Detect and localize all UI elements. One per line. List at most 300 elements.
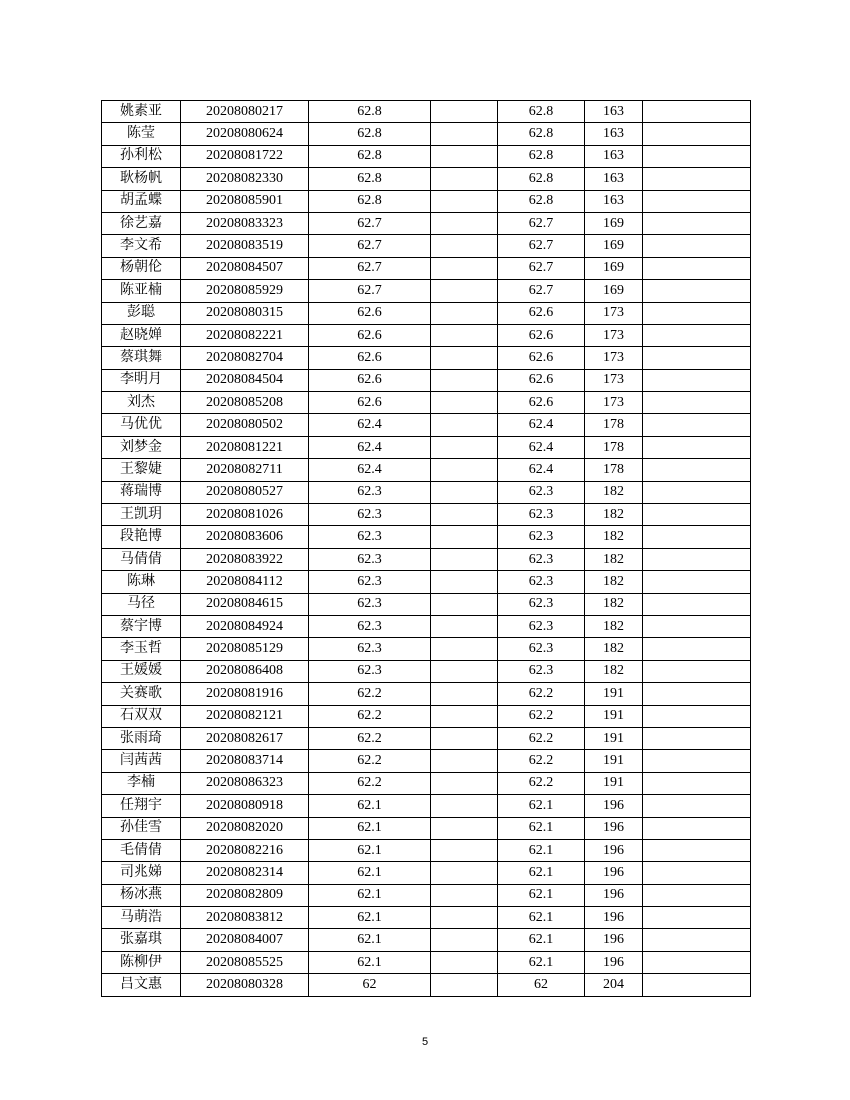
written-score-cell: 62.8 — [309, 168, 431, 190]
total-score-cell: 62.7 — [498, 280, 585, 302]
table-row — [102, 772, 751, 794]
name-cell: 蔡琪舞 — [102, 347, 181, 369]
written-score-cell: 62.8 — [309, 145, 431, 167]
extra-score-cell — [431, 638, 498, 660]
name-cell: 赵晓婵 — [102, 324, 181, 346]
rank-cell: 191 — [585, 727, 643, 749]
rank-cell: 196 — [585, 795, 643, 817]
total-score-cell: 62.6 — [498, 302, 585, 324]
name-cell: 段艳博 — [102, 526, 181, 548]
candidate-id-cell: 20208086408 — [181, 660, 309, 682]
table-row — [102, 145, 751, 167]
name-cell: 彭聪 — [102, 302, 181, 324]
written-score-cell: 62.3 — [309, 504, 431, 526]
extra-score-cell — [431, 436, 498, 458]
rank-cell: 163 — [585, 101, 643, 123]
total-score-cell: 62.8 — [498, 190, 585, 212]
candidate-id-cell: 20208082314 — [181, 862, 309, 884]
rank-cell: 169 — [585, 257, 643, 279]
total-score-cell: 62.4 — [498, 459, 585, 481]
rank-cell: 196 — [585, 884, 643, 906]
total-score-cell: 62.8 — [498, 123, 585, 145]
candidate-id-cell: 20208084924 — [181, 615, 309, 637]
page-number: 5 — [421, 1036, 429, 1048]
rank-cell: 182 — [585, 615, 643, 637]
table-row — [102, 526, 751, 548]
candidate-id-cell: 20208085208 — [181, 392, 309, 414]
total-score-cell: 62.2 — [498, 705, 585, 727]
note-cell — [643, 974, 751, 996]
extra-score-cell — [431, 145, 498, 167]
note-cell — [643, 302, 751, 324]
candidate-id-cell: 20208080624 — [181, 123, 309, 145]
written-score-cell: 62.2 — [309, 727, 431, 749]
extra-score-cell — [431, 190, 498, 212]
extra-score-cell — [431, 571, 498, 593]
extra-score-cell — [431, 235, 498, 257]
candidate-id-cell: 20208082617 — [181, 727, 309, 749]
total-score-cell: 62.1 — [498, 907, 585, 929]
name-cell: 刘杰 — [102, 392, 181, 414]
written-score-cell: 62.3 — [309, 638, 431, 660]
candidate-id-cell: 20208085525 — [181, 951, 309, 973]
rank-cell: 182 — [585, 526, 643, 548]
extra-score-cell — [431, 907, 498, 929]
extra-score-cell — [431, 660, 498, 682]
table-row — [102, 615, 751, 637]
rank-cell: 196 — [585, 839, 643, 861]
total-score-cell: 62.1 — [498, 884, 585, 906]
extra-score-cell — [431, 705, 498, 727]
note-cell — [643, 750, 751, 772]
written-score-cell: 62.6 — [309, 324, 431, 346]
name-cell: 张嘉琪 — [102, 929, 181, 951]
name-cell: 陈琳 — [102, 571, 181, 593]
candidate-id-cell: 20208082020 — [181, 817, 309, 839]
name-cell: 蔡宇博 — [102, 615, 181, 637]
total-score-cell: 62.3 — [498, 526, 585, 548]
note-cell — [643, 839, 751, 861]
candidate-id-cell: 20208080918 — [181, 795, 309, 817]
rank-cell: 196 — [585, 907, 643, 929]
rank-cell: 173 — [585, 347, 643, 369]
rank-cell: 178 — [585, 414, 643, 436]
note-cell — [643, 235, 751, 257]
table-row — [102, 257, 751, 279]
note-cell — [643, 190, 751, 212]
candidate-id-cell: 20208081722 — [181, 145, 309, 167]
name-cell: 石双双 — [102, 705, 181, 727]
rank-cell: 169 — [585, 212, 643, 234]
name-cell: 张雨琦 — [102, 727, 181, 749]
extra-score-cell — [431, 459, 498, 481]
name-cell: 王媛媛 — [102, 660, 181, 682]
name-cell: 李明月 — [102, 369, 181, 391]
name-cell: 陈亚楠 — [102, 280, 181, 302]
table-row — [102, 369, 751, 391]
total-score-cell: 62.1 — [498, 817, 585, 839]
candidate-id-cell: 20208082330 — [181, 168, 309, 190]
candidate-id-cell: 20208085929 — [181, 280, 309, 302]
name-cell: 王凯玥 — [102, 504, 181, 526]
table-row — [102, 436, 751, 458]
total-score-cell: 62.3 — [498, 615, 585, 637]
name-cell: 关赛歌 — [102, 683, 181, 705]
name-cell: 马倩倩 — [102, 548, 181, 570]
rank-cell: 182 — [585, 571, 643, 593]
rank-cell: 169 — [585, 235, 643, 257]
note-cell — [643, 324, 751, 346]
rank-cell: 182 — [585, 481, 643, 503]
total-score-cell: 62.2 — [498, 772, 585, 794]
written-score-cell: 62.8 — [309, 190, 431, 212]
extra-score-cell — [431, 257, 498, 279]
extra-score-cell — [431, 504, 498, 526]
extra-score-cell — [431, 347, 498, 369]
candidate-id-cell: 20208082704 — [181, 347, 309, 369]
table-row — [102, 660, 751, 682]
rank-cell: 173 — [585, 302, 643, 324]
table-row — [102, 302, 751, 324]
table-row — [102, 862, 751, 884]
extra-score-cell — [431, 750, 498, 772]
note-cell — [643, 727, 751, 749]
name-cell: 任翔宇 — [102, 795, 181, 817]
candidate-id-cell: 20208084615 — [181, 593, 309, 615]
table-row — [102, 414, 751, 436]
written-score-cell: 62.7 — [309, 257, 431, 279]
total-score-cell: 62 — [498, 974, 585, 996]
candidate-id-cell: 20208082711 — [181, 459, 309, 481]
rank-cell: 173 — [585, 392, 643, 414]
extra-score-cell — [431, 795, 498, 817]
table-row — [102, 235, 751, 257]
candidate-id-cell: 20208082809 — [181, 884, 309, 906]
total-score-cell: 62.2 — [498, 683, 585, 705]
extra-score-cell — [431, 101, 498, 123]
written-score-cell: 62.2 — [309, 683, 431, 705]
name-cell: 马萌浩 — [102, 907, 181, 929]
extra-score-cell — [431, 951, 498, 973]
name-cell: 李文希 — [102, 235, 181, 257]
total-score-cell: 62.3 — [498, 571, 585, 593]
total-score-cell: 62.1 — [498, 951, 585, 973]
name-cell: 杨朝伦 — [102, 257, 181, 279]
extra-score-cell — [431, 548, 498, 570]
extra-score-cell — [431, 526, 498, 548]
extra-score-cell — [431, 727, 498, 749]
table-row — [102, 101, 751, 123]
candidate-id-cell: 20208083606 — [181, 526, 309, 548]
rank-cell: 163 — [585, 190, 643, 212]
note-cell — [643, 481, 751, 503]
extra-score-cell — [431, 593, 498, 615]
note-cell — [643, 615, 751, 637]
candidate-id-cell: 20208080502 — [181, 414, 309, 436]
written-score-cell: 62.3 — [309, 571, 431, 593]
candidate-id-cell: 20208083714 — [181, 750, 309, 772]
note-cell — [643, 548, 751, 570]
rank-cell: 196 — [585, 951, 643, 973]
note-cell — [643, 212, 751, 234]
name-cell: 王黎婕 — [102, 459, 181, 481]
note-cell — [643, 526, 751, 548]
written-score-cell: 62.7 — [309, 235, 431, 257]
candidate-id-cell: 20208085129 — [181, 638, 309, 660]
table-row — [102, 212, 751, 234]
written-score-cell: 62.3 — [309, 481, 431, 503]
note-cell — [643, 504, 751, 526]
note-cell — [643, 907, 751, 929]
written-score-cell: 62.4 — [309, 436, 431, 458]
candidate-id-cell: 20208080527 — [181, 481, 309, 503]
note-cell — [643, 414, 751, 436]
total-score-cell: 62.3 — [498, 481, 585, 503]
note-cell — [643, 929, 751, 951]
table-row — [102, 481, 751, 503]
extra-score-cell — [431, 683, 498, 705]
total-score-cell: 62.1 — [498, 795, 585, 817]
name-cell: 吕文惠 — [102, 974, 181, 996]
total-score-cell: 62.2 — [498, 750, 585, 772]
table-row — [102, 324, 751, 346]
written-score-cell: 62.2 — [309, 750, 431, 772]
written-score-cell: 62.1 — [309, 795, 431, 817]
total-score-cell: 62.7 — [498, 212, 585, 234]
candidate-id-cell: 20208082121 — [181, 705, 309, 727]
candidate-id-cell: 20208083519 — [181, 235, 309, 257]
total-score-cell: 62.6 — [498, 347, 585, 369]
note-cell — [643, 145, 751, 167]
name-cell: 陈柳伊 — [102, 951, 181, 973]
extra-score-cell — [431, 929, 498, 951]
table-row — [102, 839, 751, 861]
table-row — [102, 884, 751, 906]
rank-cell: 182 — [585, 504, 643, 526]
name-cell: 孙佳雪 — [102, 817, 181, 839]
written-score-cell: 62.1 — [309, 839, 431, 861]
rank-cell: 191 — [585, 683, 643, 705]
written-score-cell: 62.1 — [309, 862, 431, 884]
total-score-cell: 62.4 — [498, 414, 585, 436]
candidate-id-cell: 20208083922 — [181, 548, 309, 570]
name-cell: 徐艺嘉 — [102, 212, 181, 234]
extra-score-cell — [431, 884, 498, 906]
candidate-id-cell: 20208084504 — [181, 369, 309, 391]
table-row — [102, 951, 751, 973]
note-cell — [643, 795, 751, 817]
total-score-cell: 62.1 — [498, 929, 585, 951]
note-cell — [643, 459, 751, 481]
candidate-id-cell: 20208086323 — [181, 772, 309, 794]
table-row — [102, 705, 751, 727]
candidate-id-cell: 20208085901 — [181, 190, 309, 212]
written-score-cell: 62.6 — [309, 392, 431, 414]
total-score-cell: 62.3 — [498, 593, 585, 615]
candidate-id-cell: 20208084007 — [181, 929, 309, 951]
extra-score-cell — [431, 280, 498, 302]
table-row — [102, 638, 751, 660]
written-score-cell: 62.1 — [309, 951, 431, 973]
written-score-cell: 62.1 — [309, 929, 431, 951]
written-score-cell: 62.4 — [309, 414, 431, 436]
table-row — [102, 750, 751, 772]
rank-cell: 182 — [585, 548, 643, 570]
table-row — [102, 548, 751, 570]
extra-score-cell — [431, 212, 498, 234]
extra-score-cell — [431, 817, 498, 839]
candidate-id-cell: 20208084507 — [181, 257, 309, 279]
table-body — [102, 101, 751, 997]
rank-cell: 173 — [585, 369, 643, 391]
rank-cell: 182 — [585, 638, 643, 660]
name-cell: 蒋瑞博 — [102, 481, 181, 503]
extra-score-cell — [431, 615, 498, 637]
rank-cell: 169 — [585, 280, 643, 302]
total-score-cell: 62.7 — [498, 235, 585, 257]
written-score-cell: 62.6 — [309, 347, 431, 369]
rank-cell: 191 — [585, 750, 643, 772]
table-row — [102, 683, 751, 705]
written-score-cell: 62.1 — [309, 907, 431, 929]
extra-score-cell — [431, 123, 498, 145]
written-score-cell: 62.6 — [309, 369, 431, 391]
rank-cell: 182 — [585, 593, 643, 615]
total-score-cell: 62.8 — [498, 101, 585, 123]
total-score-cell: 62.4 — [498, 436, 585, 458]
table-row — [102, 974, 751, 996]
name-cell: 李玉哲 — [102, 638, 181, 660]
table-row — [102, 392, 751, 414]
name-cell: 马径 — [102, 593, 181, 615]
note-cell — [643, 772, 751, 794]
written-score-cell: 62.7 — [309, 280, 431, 302]
note-cell — [643, 347, 751, 369]
name-cell: 闫茜茜 — [102, 750, 181, 772]
name-cell: 马优优 — [102, 414, 181, 436]
rank-cell: 163 — [585, 123, 643, 145]
written-score-cell: 62.6 — [309, 302, 431, 324]
name-cell: 胡孟蝶 — [102, 190, 181, 212]
note-cell — [643, 369, 751, 391]
rank-cell: 204 — [585, 974, 643, 996]
candidate-id-cell: 20208082221 — [181, 324, 309, 346]
name-cell: 毛倩倩 — [102, 839, 181, 861]
note-cell — [643, 123, 751, 145]
rank-cell: 173 — [585, 324, 643, 346]
candidate-id-cell: 20208080315 — [181, 302, 309, 324]
note-cell — [643, 280, 751, 302]
candidate-id-cell: 20208080217 — [181, 101, 309, 123]
rank-cell: 178 — [585, 436, 643, 458]
note-cell — [643, 705, 751, 727]
table-row — [102, 795, 751, 817]
rank-cell: 196 — [585, 817, 643, 839]
note-cell — [643, 392, 751, 414]
extra-score-cell — [431, 974, 498, 996]
candidate-id-cell: 20208081026 — [181, 504, 309, 526]
written-score-cell: 62.3 — [309, 526, 431, 548]
rank-cell: 191 — [585, 705, 643, 727]
written-score-cell: 62.3 — [309, 548, 431, 570]
candidate-id-cell: 20208081916 — [181, 683, 309, 705]
written-score-cell: 62.1 — [309, 817, 431, 839]
table-row — [102, 280, 751, 302]
note-cell — [643, 257, 751, 279]
written-score-cell: 62 — [309, 974, 431, 996]
extra-score-cell — [431, 302, 498, 324]
note-cell — [643, 884, 751, 906]
total-score-cell: 62.3 — [498, 504, 585, 526]
score-table — [101, 100, 751, 997]
name-cell: 孙利松 — [102, 145, 181, 167]
note-cell — [643, 571, 751, 593]
rank-cell: 196 — [585, 862, 643, 884]
table-row — [102, 504, 751, 526]
candidate-id-cell: 20208080328 — [181, 974, 309, 996]
written-score-cell: 62.3 — [309, 593, 431, 615]
extra-score-cell — [431, 862, 498, 884]
total-score-cell: 62.2 — [498, 727, 585, 749]
total-score-cell: 62.8 — [498, 145, 585, 167]
table-row — [102, 929, 751, 951]
written-score-cell: 62.2 — [309, 772, 431, 794]
written-score-cell: 62.8 — [309, 123, 431, 145]
note-cell — [643, 101, 751, 123]
extra-score-cell — [431, 369, 498, 391]
candidate-id-cell: 20208083812 — [181, 907, 309, 929]
written-score-cell: 62.8 — [309, 101, 431, 123]
rank-cell: 182 — [585, 660, 643, 682]
note-cell — [643, 951, 751, 973]
name-cell: 刘梦金 — [102, 436, 181, 458]
extra-score-cell — [431, 392, 498, 414]
written-score-cell: 62.3 — [309, 615, 431, 637]
note-cell — [643, 862, 751, 884]
table-row — [102, 817, 751, 839]
extra-score-cell — [431, 772, 498, 794]
name-cell: 杨冰燕 — [102, 884, 181, 906]
candidate-id-cell: 20208082216 — [181, 839, 309, 861]
note-cell — [643, 660, 751, 682]
note-cell — [643, 638, 751, 660]
total-score-cell: 62.6 — [498, 369, 585, 391]
name-cell: 姚素亚 — [102, 101, 181, 123]
table-row — [102, 459, 751, 481]
table-row — [102, 123, 751, 145]
total-score-cell: 62.1 — [498, 862, 585, 884]
total-score-cell: 62.3 — [498, 638, 585, 660]
name-cell: 耿杨帆 — [102, 168, 181, 190]
name-cell: 李楠 — [102, 772, 181, 794]
table-row — [102, 190, 751, 212]
table-row — [102, 347, 751, 369]
extra-score-cell — [431, 324, 498, 346]
table-row — [102, 907, 751, 929]
rank-cell: 191 — [585, 772, 643, 794]
name-cell: 陈莹 — [102, 123, 181, 145]
candidate-id-cell: 20208081221 — [181, 436, 309, 458]
note-cell — [643, 436, 751, 458]
total-score-cell: 62.7 — [498, 257, 585, 279]
extra-score-cell — [431, 481, 498, 503]
note-cell — [643, 168, 751, 190]
candidate-id-cell: 20208083323 — [181, 212, 309, 234]
table-row — [102, 571, 751, 593]
written-score-cell: 62.1 — [309, 884, 431, 906]
total-score-cell: 62.8 — [498, 168, 585, 190]
rank-cell: 163 — [585, 168, 643, 190]
